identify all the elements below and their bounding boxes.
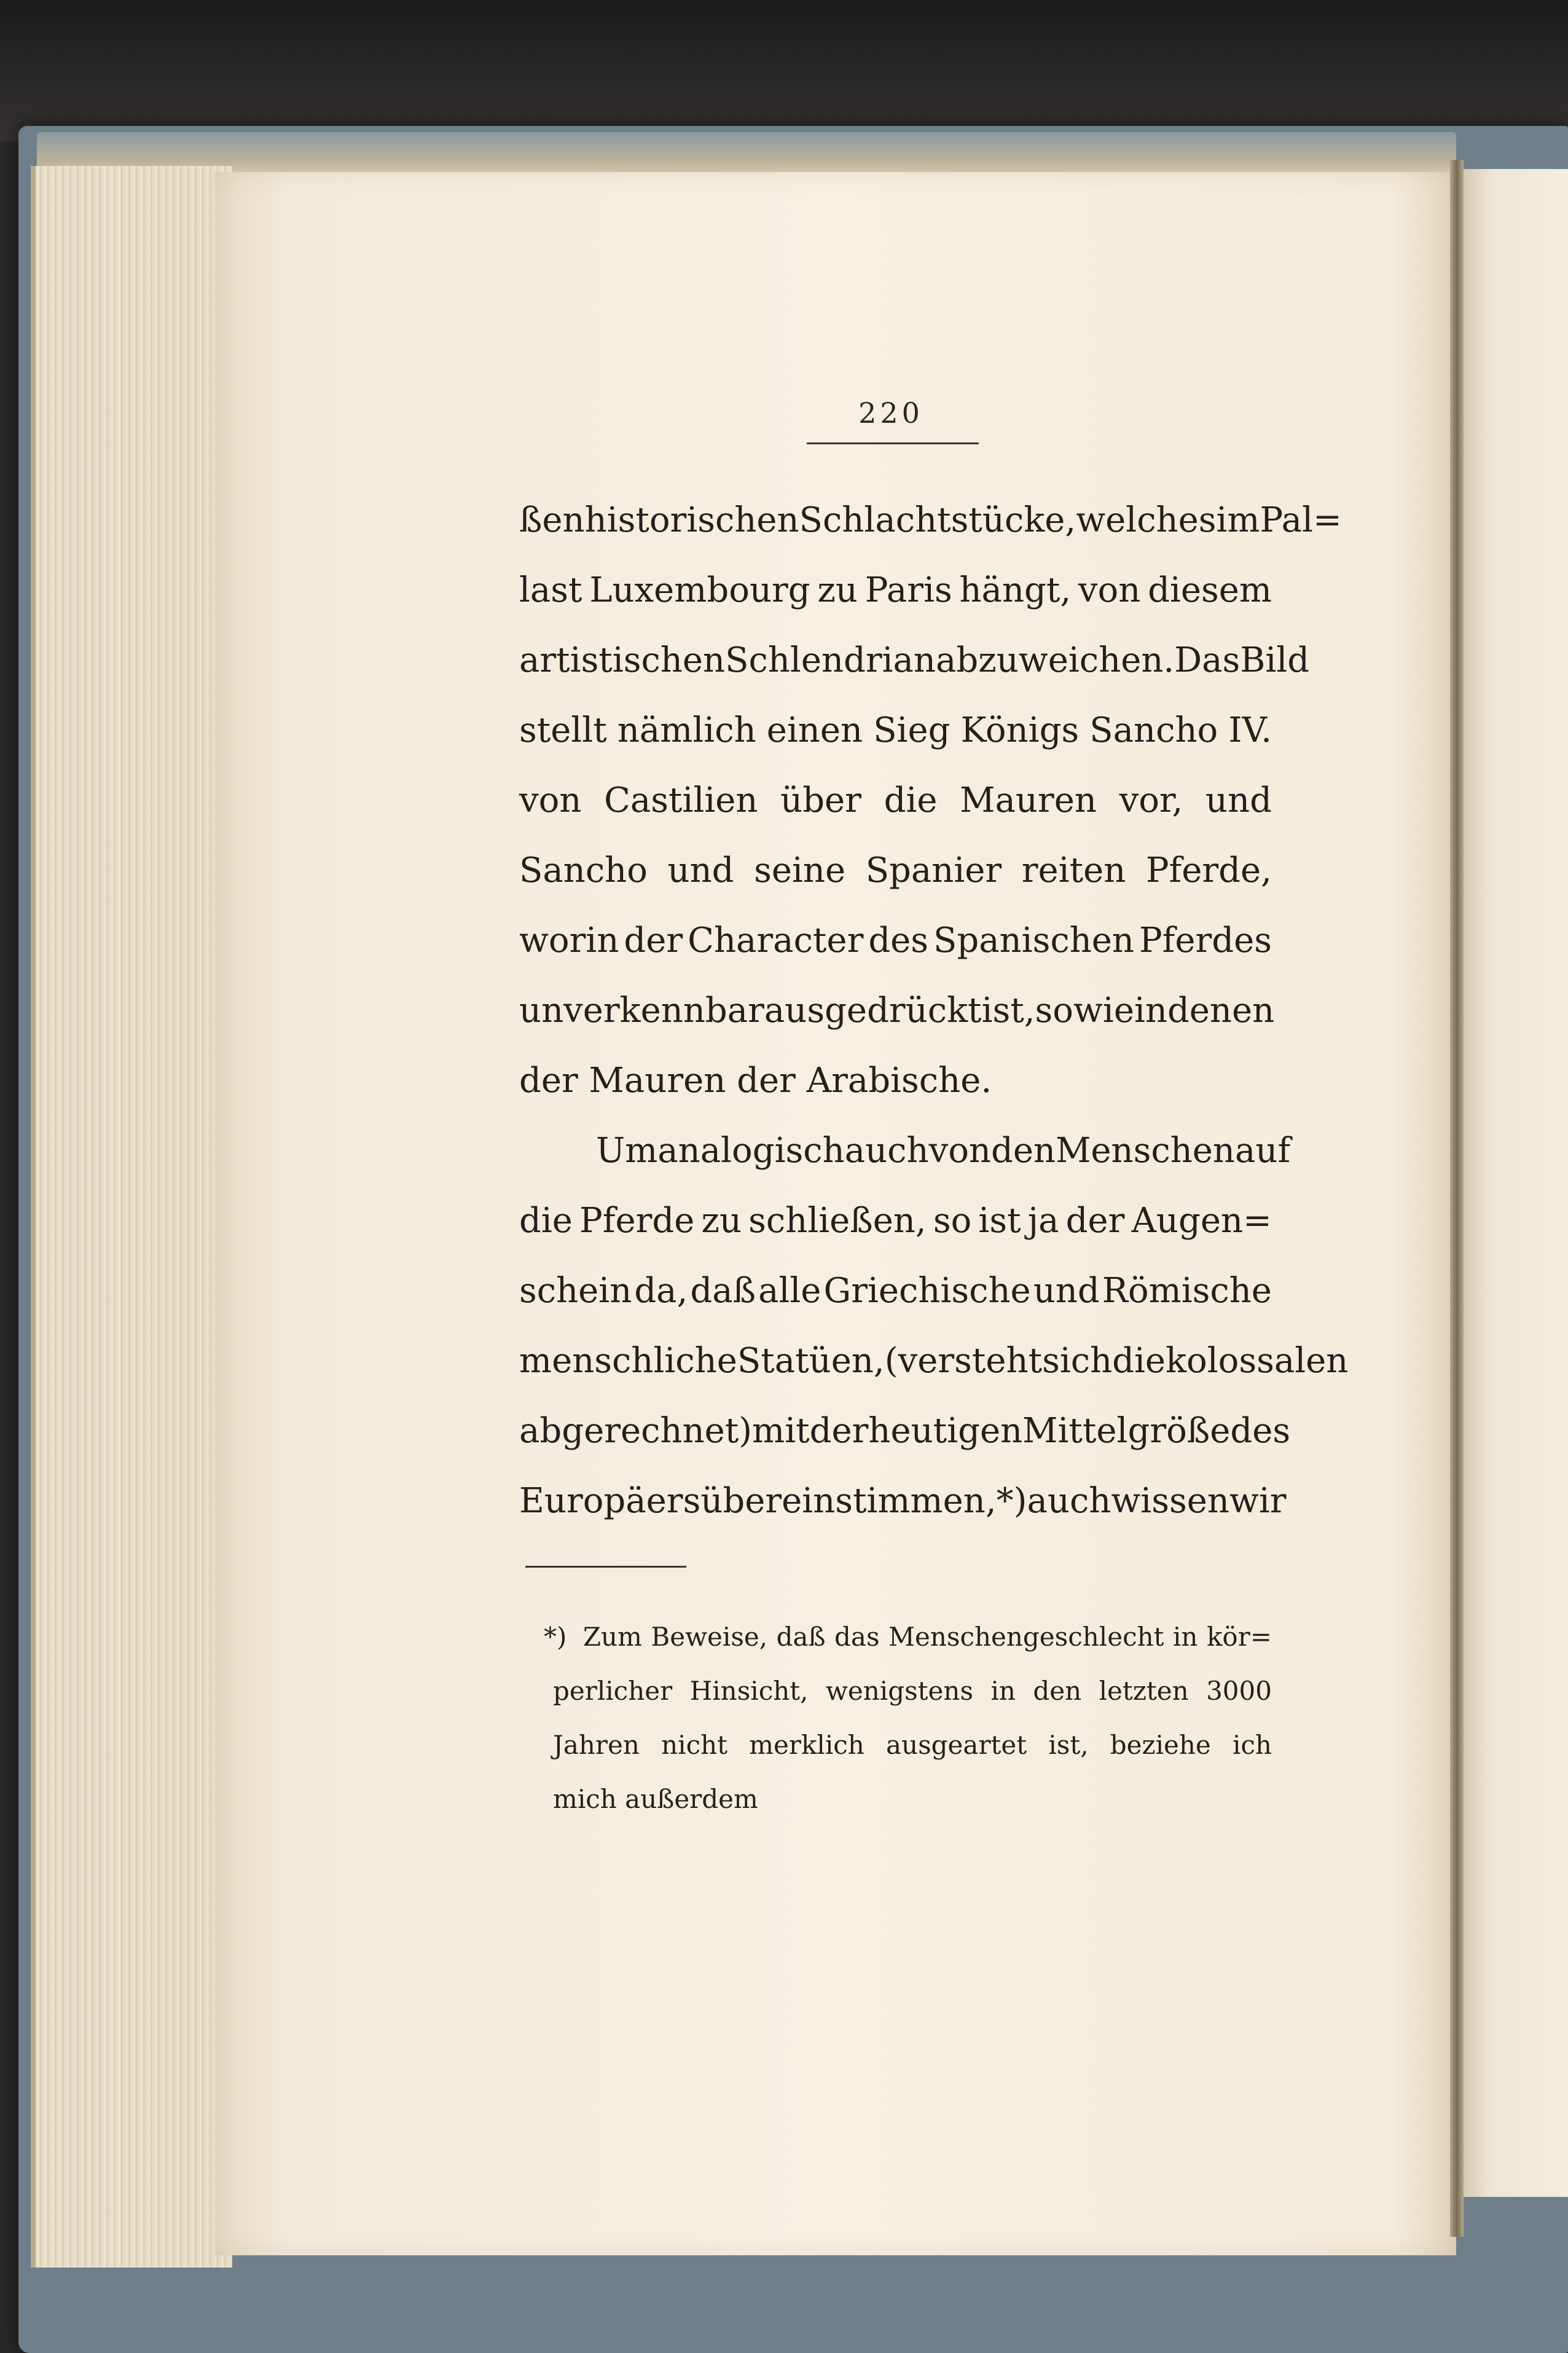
text-line: von Castilien über die Mauren vor, und <box>519 780 1272 820</box>
book-gutter <box>1450 160 1464 2237</box>
footnote-marker: *) <box>544 1622 567 1652</box>
text-line: artistischen Schlendrian abzuweichen. Das Bild <box>519 640 1310 680</box>
text-line: der Mauren der Arabische. <box>519 1061 992 1101</box>
header-rule <box>807 442 979 444</box>
text-line: abgerechnet) mit der heutigen Mittelgröße des <box>519 1411 1291 1451</box>
page-stack-edges <box>31 166 232 2268</box>
text-line: schein da, daß alle Griechische und Römische <box>519 1271 1272 1311</box>
page-number: 220 <box>858 396 923 430</box>
text-line: Europäers übereinstimmen, *) auch wissen wir <box>519 1481 1287 1521</box>
footnote-line: perlicher Hinsicht, wenigstens in den letzten 3000 <box>553 1676 1272 1706</box>
text-line: Sancho und seine Spanier reiten Pferde, <box>519 850 1272 890</box>
footnote <box>544 1610 1272 1826</box>
text-line: Um analogisch auch von den Menschen auf <box>596 1131 1291 1171</box>
text-line: worin der Character des Spanischen Pferdes <box>519 921 1272 960</box>
footnote-line: *) Zum Beweise, daß das Menschengeschlecht in kör= <box>544 1610 1272 1664</box>
footnote-line: mich außerdem <box>553 1784 758 1814</box>
text-line: last Luxembourg zu Paris hängt, von diesem <box>519 570 1272 610</box>
text-line: menschliche Statüen, (versteht sich die kolossalen <box>519 1341 1349 1381</box>
footnote-line: Jahren nicht merklich ausgeartet ist, beziehe ich <box>553 1730 1272 1760</box>
footnote-rule <box>525 1566 686 1568</box>
text-line: stellt nämlich einen Sieg Königs Sancho IV. <box>519 710 1272 750</box>
text-line: die Pferde zu schließen, so ist ja der Augen= <box>519 1201 1272 1241</box>
text-line: unverkennbar ausgedrückt ist, so wie in denen <box>519 991 1275 1031</box>
text-line: ßen historischen Schlachtstücke, welches im Pal= <box>519 500 1342 540</box>
body-text <box>519 485 1349 1536</box>
background <box>0 0 1568 141</box>
facing-page <box>1459 169 1568 2197</box>
